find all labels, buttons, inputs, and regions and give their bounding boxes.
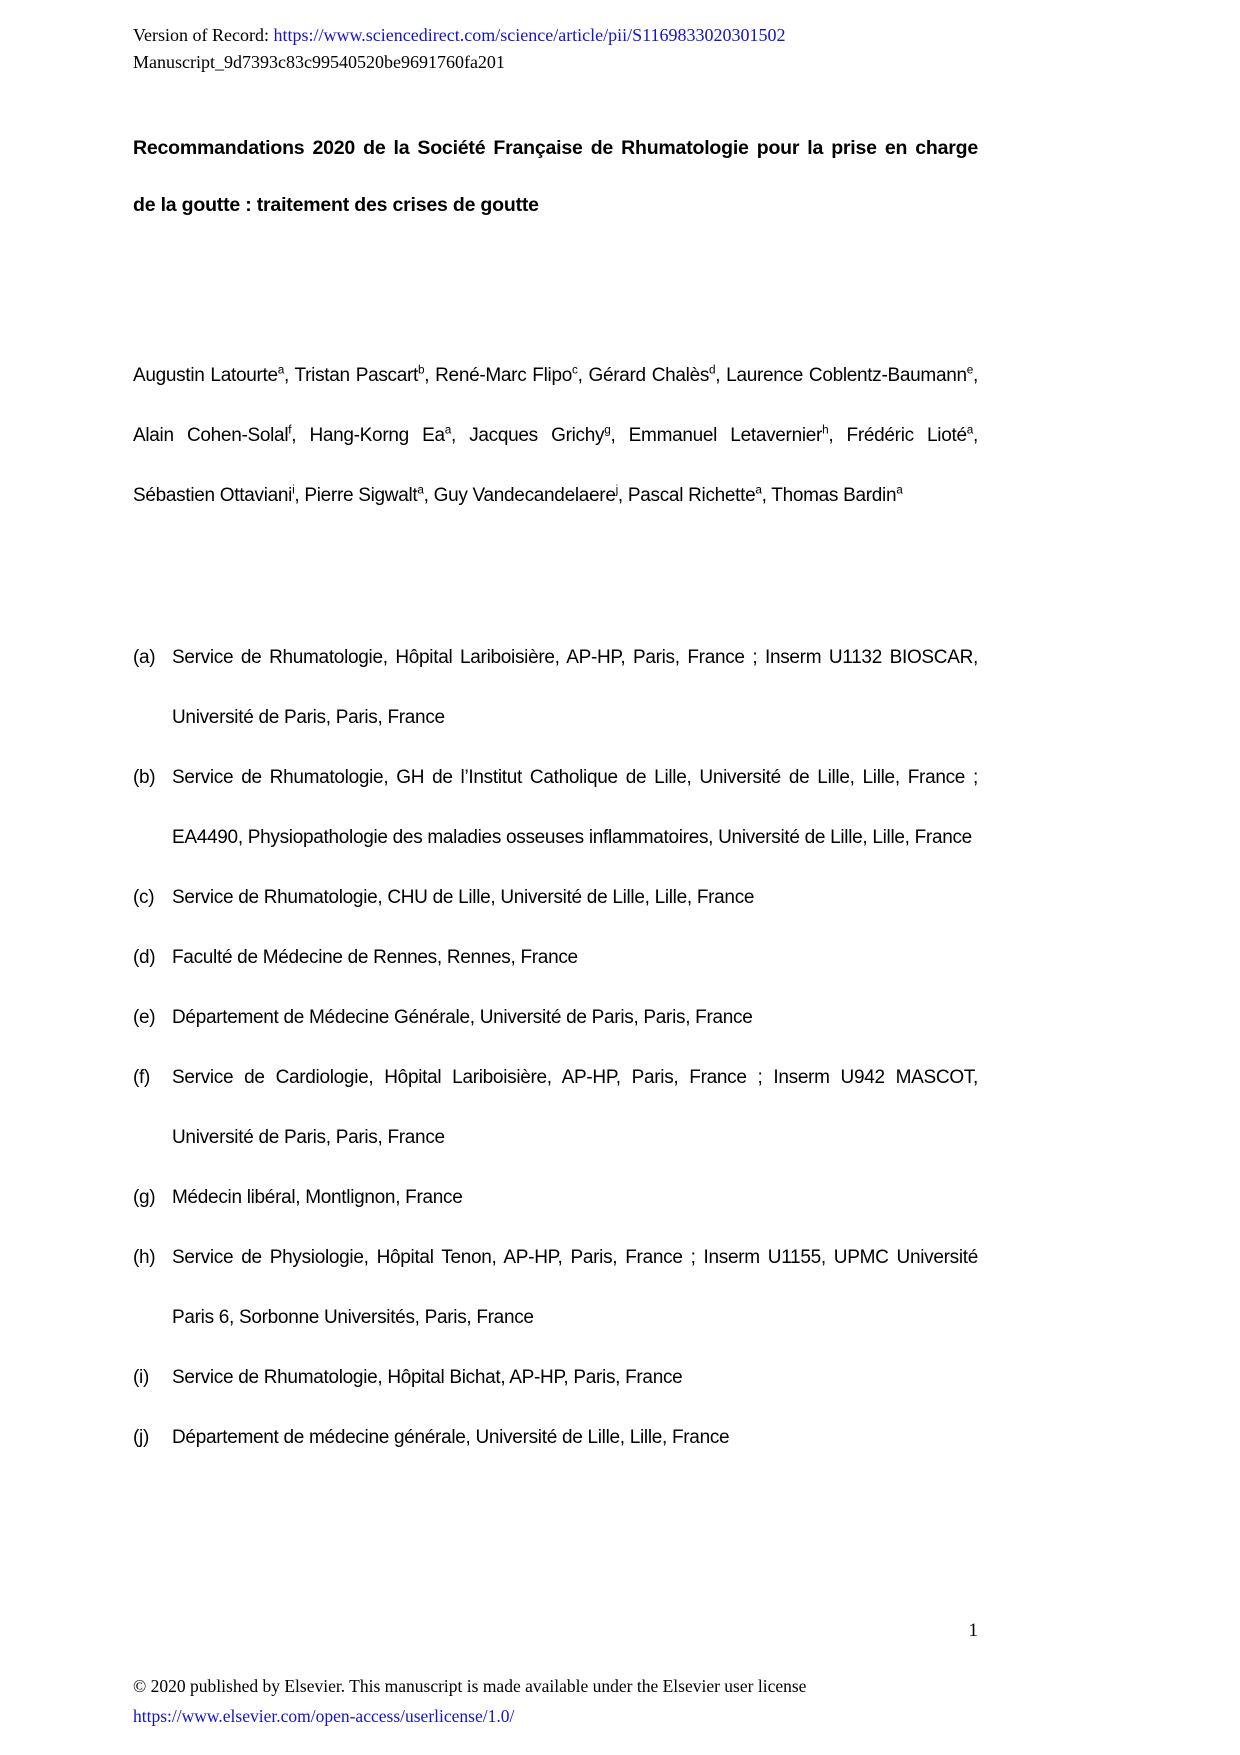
affiliation-list: [133, 628, 978, 1468]
affiliation-text: Service de Rhumatologie, CHU de Lille, Université de Lille, Lille, France: [172, 887, 755, 908]
affiliation-label: (i): [133, 1367, 149, 1388]
author-affiliation-sup: a: [896, 483, 903, 497]
affiliation-text: Service de Physiologie, Hôpital Tenon, AP-HP, Paris, France ; Inserm U1155, UPMC Université Paris 6, Sorbonne Universités, Paris, France: [172, 1247, 978, 1328]
affiliation-label: (b): [133, 767, 156, 788]
affiliation-item: [133, 988, 978, 1048]
affiliation-item: [133, 1048, 978, 1168]
affiliation-label: (j): [133, 1427, 149, 1448]
author-name: Emmanuel Letavernier$^h$: [628, 423, 829, 446]
affiliation-item: [133, 628, 978, 748]
author-name: Jacques Grichy$^g$: [469, 423, 611, 446]
author-name: Gérard Chalès$^d$: [588, 363, 716, 386]
affiliation-label: (d): [133, 947, 156, 968]
author-affiliation-sup: b: [418, 363, 425, 377]
author-name: Pierre Sigwalt$^a$: [304, 483, 424, 506]
author-name: Tristan Pascart$^b$: [294, 363, 425, 386]
affiliation-label: (e): [133, 1007, 156, 1028]
author-name: Pascal Richette$^a$: [627, 483, 762, 506]
page-number: 1: [968, 1620, 978, 1641]
affiliation-text: Service de Cardiologie, Hôpital Lariboisière, AP-HP, Paris, France ; Inserm U942 MASCOT, Université de Paris, Paris, France: [172, 1067, 978, 1148]
author-affiliation-sup: d: [709, 363, 716, 377]
author-affiliation-sup: j: [615, 483, 618, 497]
paper-title-line-2: de la goutte : traitement des crises de goutte: [133, 194, 539, 216]
affiliation-text: Département de médecine générale, Université de Lille, Lille, France: [172, 1427, 730, 1448]
author-affiliation-sup: e: [966, 363, 973, 377]
author-name: Frédéric Lioté$^a$: [846, 423, 973, 446]
affiliation-text: Médecin libéral, Montlignon, France: [172, 1187, 463, 1208]
author-name: Sébastien Ottaviani$^i$: [133, 483, 295, 506]
affiliation-item: [133, 1348, 978, 1408]
author-affiliation-sup: a: [444, 423, 452, 437]
header-version-line: [133, 22, 1113, 49]
affiliation-item: [133, 748, 978, 868]
author-affiliation-sup: a: [417, 483, 424, 497]
author-name: Alain Cohen-Solal$^f$: [133, 423, 292, 446]
manuscript-id: Manuscript_9d7393c83c99540520be9691760fa201: [133, 52, 505, 72]
license-text: © 2020 published by Elsevier. This manuscript is made available under the Elsevier user license: [133, 1676, 807, 1696]
author-affiliation-sup: c: [572, 363, 578, 377]
author-list: Augustin Latourte$^a$, Tristan Pascart$^b$, René-Marc Flipo$^c$, Gérard Chalès$^d$, Laurence Coblentz-Baumann$^e$, Alain Cohen-Solal$^f$, Hang-Korng Ea$^a$, Jacques Grichy$^g$, Emmanuel Letavernier$^h$, Frédéric Lioté$^a$, Sébastien Ottaviani$^i$, Pierre Sigwalt$^a$, Guy Vandecandelaere$^j$, Pascal Richette$^a$, Thomas Bardin$^a$: [133, 363, 978, 506]
affiliation-text: Service de Rhumatologie, Hôpital Lariboisière, AP-HP, Paris, France ; Inserm U1132 BIOSCAR, Université de Paris, Paris, France: [172, 647, 978, 728]
author-name: Hang-Korng Ea$^a$: [309, 423, 452, 446]
affiliation-label: (f): [133, 1067, 151, 1088]
affiliation-text: Département de Médecine Générale, Université de Paris, Paris, France: [172, 1007, 753, 1028]
paper-title-line-1: Recommandations 2020 de la Société Française de Rhumatologie pour la prise en charge: [133, 137, 978, 159]
author-affiliation-sup: i: [292, 483, 295, 497]
paper-title: [133, 120, 978, 234]
author-affiliation-sup: h: [822, 423, 829, 437]
author-name: René-Marc Flipo$^c$: [435, 363, 578, 386]
header: [133, 22, 1113, 76]
author-affiliation-sup: a: [755, 483, 762, 497]
affiliation-text: Faculté de Médecine de Rennes, Rennes, France: [172, 947, 578, 968]
version-of-record-link[interactable]: https://www.sciencedirect.com/science/article/pii/S1169833020301502: [273, 25, 786, 45]
license-link[interactable]: https://www.elsevier.com/open-access/userlicense/1.0/: [133, 1706, 515, 1726]
author-name: Augustin Latourte$^a$: [133, 363, 285, 386]
affiliation-item: [133, 1168, 978, 1228]
footer: [133, 1671, 1113, 1731]
affiliation-item: [133, 868, 978, 928]
affiliation-label: (c): [133, 887, 155, 908]
author-affiliation-sup: g: [604, 423, 611, 437]
affiliation-item: [133, 928, 978, 988]
affiliation-label: (a): [133, 647, 156, 668]
author-affiliation-sup: f: [288, 423, 292, 437]
affiliation-text: Service de Rhumatologie, GH de l’Institut Catholique de Lille, Université de Lille, Lille, France ; EA4490, Physiopathologie des maladies osseuses inflammatoires, Université de Lille, Lille, France: [172, 767, 978, 848]
author-affiliation-sup: a: [277, 363, 285, 377]
version-of-record-label: Version of Record:: [133, 25, 274, 45]
author-name: Guy Vandecandelaere$^j$: [433, 483, 618, 506]
affiliation-item: [133, 1408, 978, 1468]
affiliation-label: (h): [133, 1247, 156, 1268]
author-name: Thomas Bardin$^a$: [771, 483, 903, 506]
author-affiliation-sup: a: [966, 423, 973, 437]
author-name: Laurence Coblentz-Baumann$^e$: [726, 363, 973, 386]
affiliation-text: Service de Rhumatologie, Hôpital Bichat, AP-HP, Paris, France: [172, 1367, 683, 1388]
affiliation-item: [133, 1228, 978, 1348]
affiliation-label: (g): [133, 1187, 156, 1208]
